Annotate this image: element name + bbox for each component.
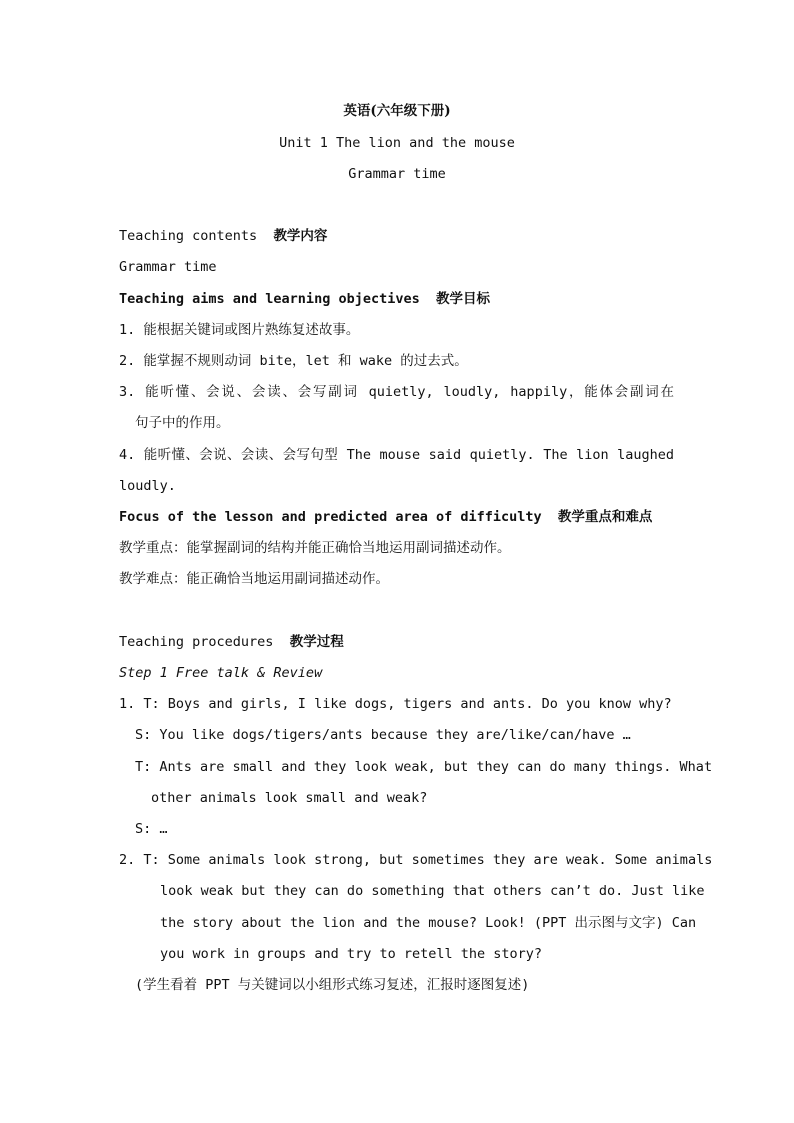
- procedure-line: 1. T: Boys and girls, I like dogs, tigers and ants. Do you know why?: [119, 696, 672, 712]
- focus-heading: [119, 508, 652, 526]
- procedure-line: S: …: [135, 821, 168, 837]
- aims-heading: [119, 290, 490, 308]
- procedure-note: (学生看着 PPT 与关键词以小组形式练习复述，汇报时逐图复述): [135, 977, 530, 993]
- aim-item: 4. 能听懂、会说、会读、会写句型 The mouse said quietly. The lion laughed: [119, 447, 674, 463]
- procedures-heading: [119, 633, 344, 651]
- procedures-heading-en: Teaching procedures: [119, 634, 274, 650]
- aim-item: 3. 能听懂、会说、会读、会写副词 quietly, loudly, happily，能体会副词在: [119, 384, 674, 400]
- focus-heading-cn: 教学重点和难点: [557, 509, 653, 525]
- procedure-line: other animals look small and weak?: [151, 790, 428, 806]
- aim-item: 2. 能掌握不规则动词 bite，let 和 wake 的过去式。: [119, 353, 468, 369]
- procedure-line: S: You like dogs/tigers/ants because they are/like/can/have …: [135, 727, 631, 743]
- procedure-line: the story about the lion and the mouse? Look! (PPT 出示图与文字) Can: [160, 915, 697, 931]
- doc-subject-title: 英语(六年级下册): [343, 103, 451, 119]
- aim-item: 1. 能根据关键词或图片熟练复述故事。: [119, 322, 360, 338]
- procedure-line: look weak but they can do something that others can’t do. Just like: [160, 883, 705, 899]
- step1-title: Step 1 Free talk & Review: [119, 665, 323, 681]
- contents-heading-en: Teaching contents: [119, 228, 258, 244]
- aim-item-continuation: 句子中的作用。: [135, 415, 230, 431]
- aims-heading-en: Teaching aims and learning objectives: [119, 291, 420, 307]
- focus-difficulty: 教学难点：能正确恰当地运用副词描述动作。: [119, 571, 389, 587]
- contents-heading-cn: 教学内容: [273, 228, 328, 244]
- focus-heading-en: Focus of the lesson and predicted area of difficulty: [119, 509, 542, 525]
- procedures-heading-cn: 教学过程: [289, 634, 344, 650]
- doc-section-title: Grammar time: [348, 166, 446, 182]
- doc-unit-title: Unit 1 The lion and the mouse: [279, 135, 515, 151]
- contents-heading: [119, 227, 327, 245]
- procedure-line: 2. T: Some animals look strong, but sometimes they are weak. Some animals: [119, 852, 713, 868]
- aim-item-continuation: loudly.: [119, 478, 176, 494]
- procedure-line: you work in groups and try to retell the story?: [160, 946, 543, 962]
- contents-text: Grammar time: [119, 259, 217, 275]
- focus-key-point: 教学重点：能掌握副词的结构并能正确恰当地运用副词描述动作。: [119, 540, 511, 556]
- aims-heading-cn: 教学目标: [436, 291, 490, 307]
- procedure-line: T: Ants are small and they look weak, but they can do many things. What: [135, 759, 713, 775]
